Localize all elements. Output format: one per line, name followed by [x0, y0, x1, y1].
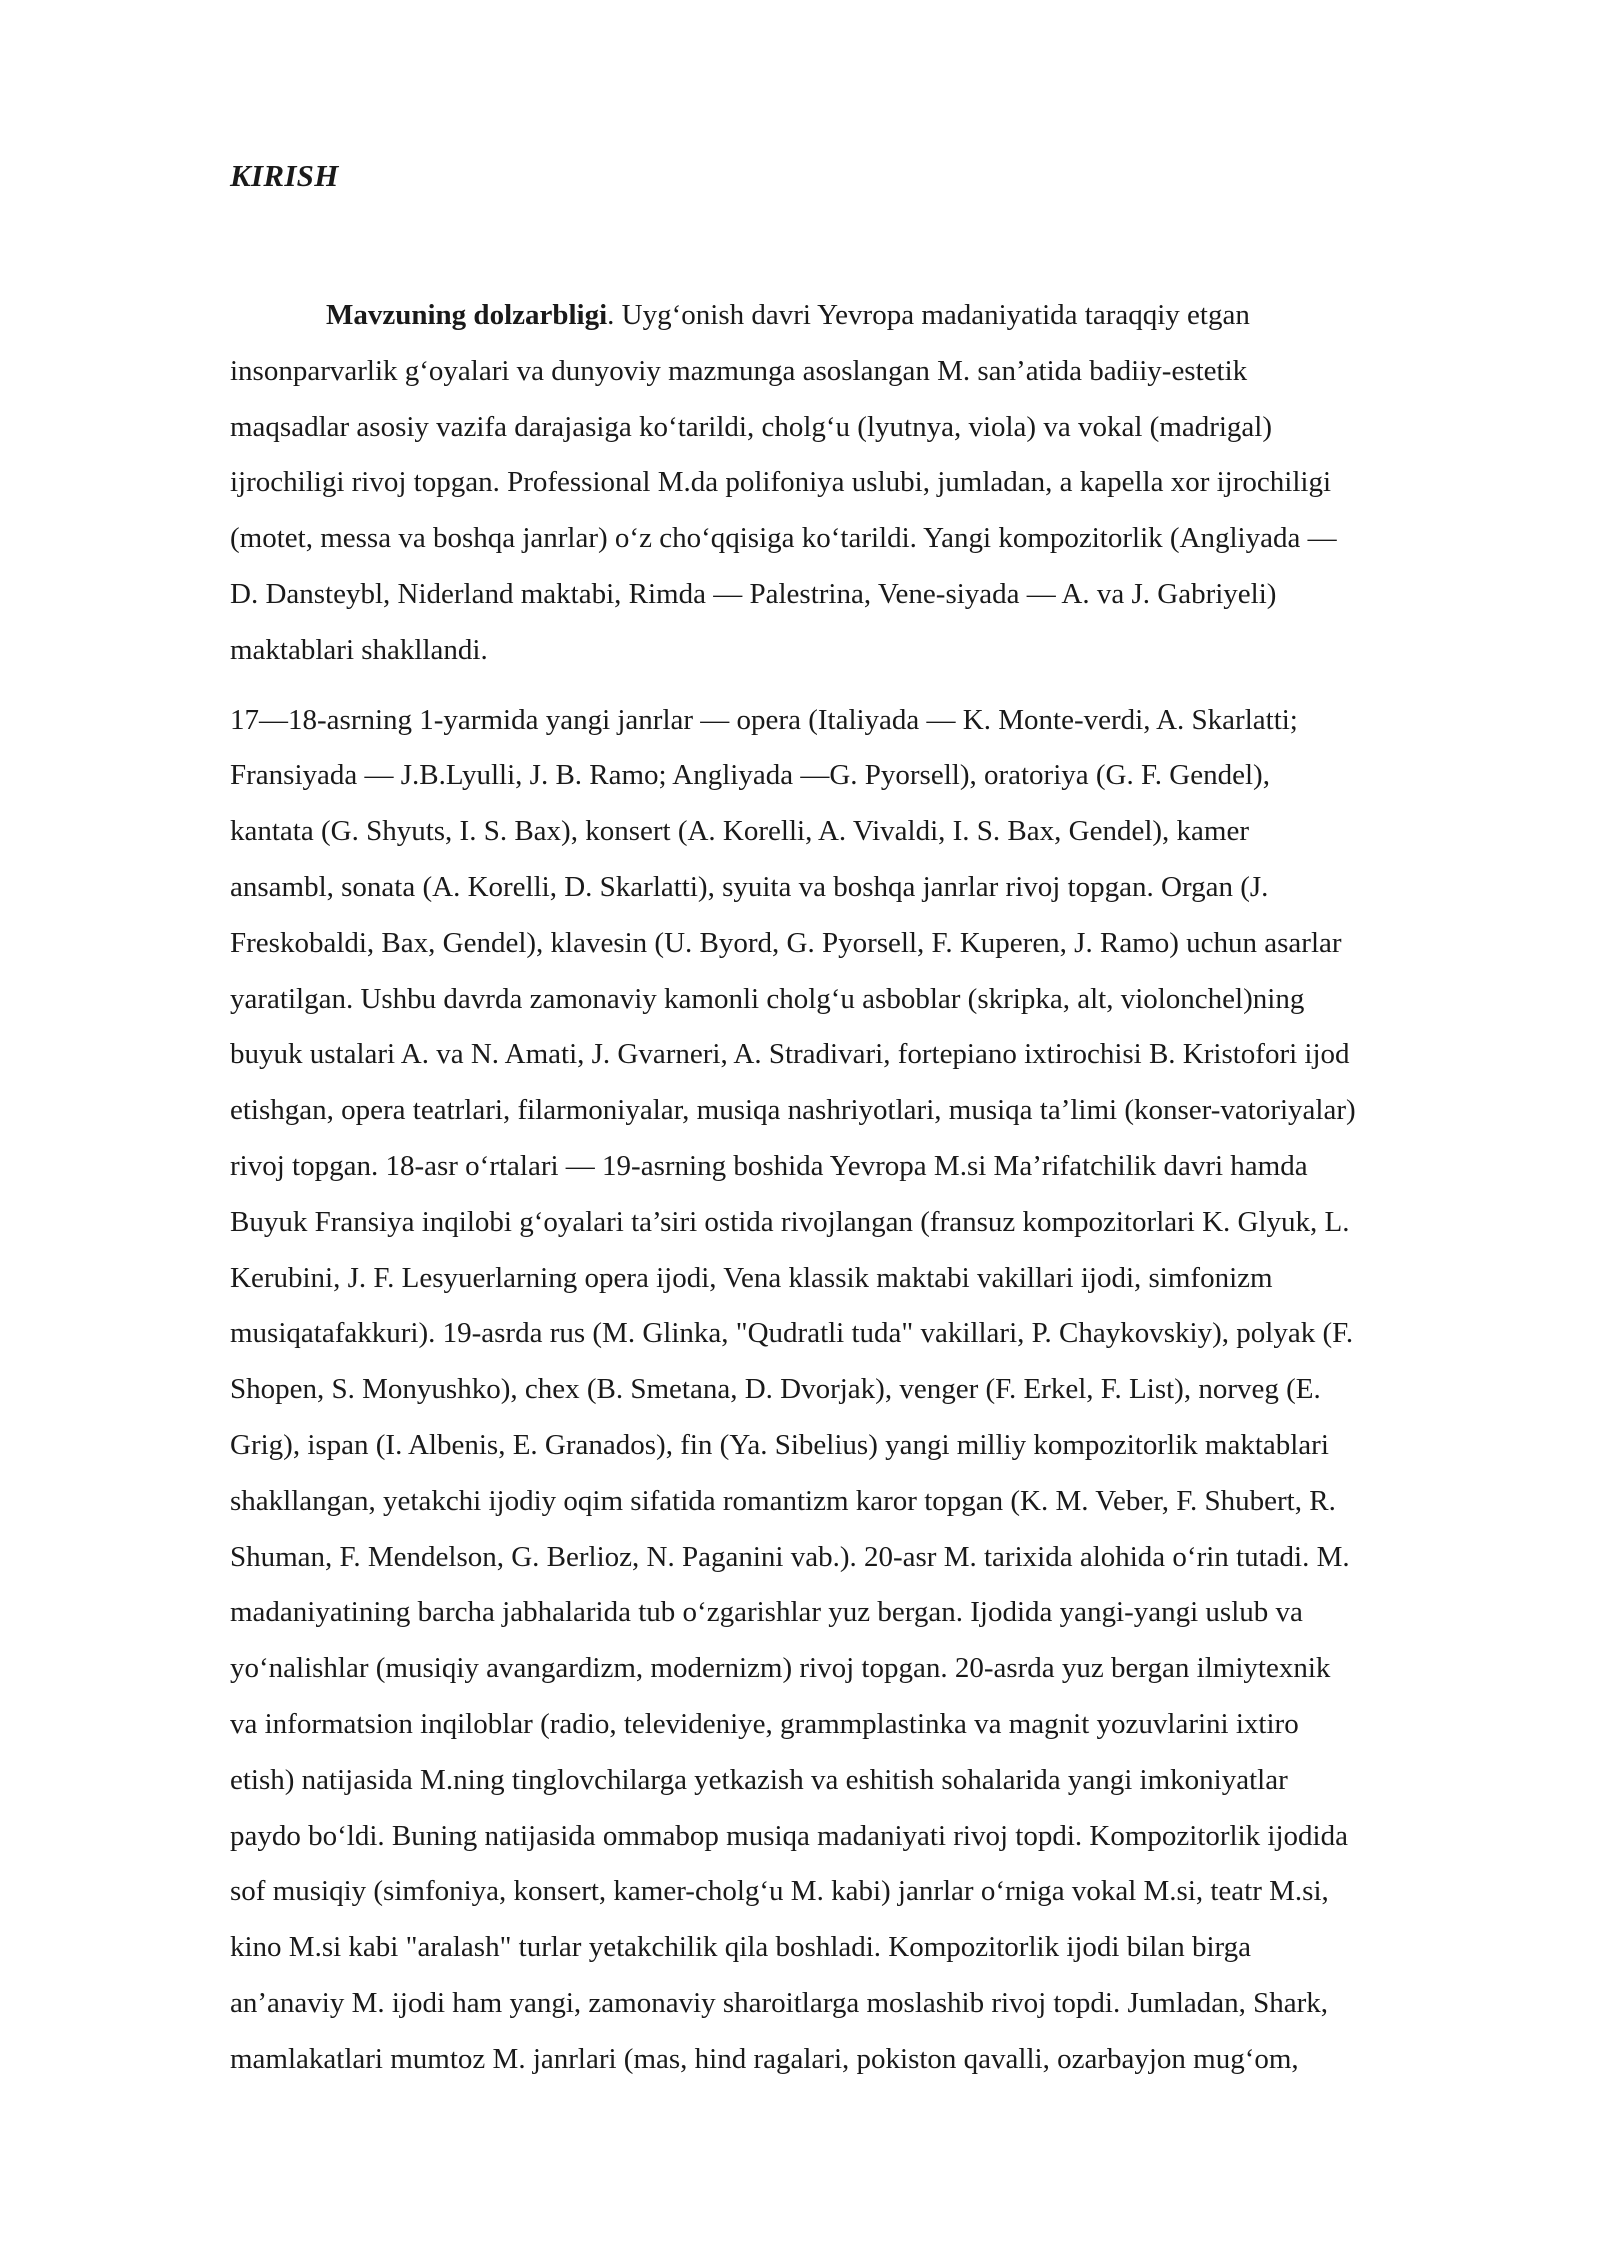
paragraph-line: Shopen, S. Monyushko), chex (B. Smetana, D. Dvorjak), venger (F. Erkel, F. List), norveg (E.	[230, 1373, 1321, 1406]
relevance-lead: Mavzuning dolzarbligi	[326, 299, 608, 331]
paragraph-line: Freskobaldi, Bax, Gendel), klavesin (U. Byord, G. Pyorsell, F. Kuperen, J. Ramo) uchun asarlar	[230, 926, 1342, 959]
paragraph-relevance	[230, 288, 1530, 679]
document-body	[230, 288, 1530, 2088]
paragraph-line: maktablari shakllandi.	[230, 633, 488, 666]
relevance-first-line-text: . Uyg‘onish davri Yevropa madaniyatida taraqqiy etgan	[607, 299, 1250, 331]
paragraph-line: va informatsion inqiloblar (radio, televideniye, grammplastinka va magnit yozuvlarini ixtiro	[230, 1707, 1299, 1740]
paragraph-line: kino M.si kabi "aralash" turlar yetakchilik qila boshladi. Kompozitorlik ijodi bilan birga	[230, 1931, 1252, 1964]
paragraph-spacer	[230, 679, 1530, 693]
paragraph-line: Fransiyada — J.B.Lyulli, J. B. Ramo; Angliyada —G. Pyorsell), oratoriya (G. F. Gendel),	[230, 759, 1270, 792]
paragraph-line: insonparvarlik g‘oyalari va dunyoviy mazmunga asoslangan M. san’atida badiiy-estetik	[230, 354, 1248, 387]
paragraph-line: Grig), ispan (I. Albenis, E. Granados), fin (Ya. Sibelius) yangi milliy kompozitorlik maktablari	[230, 1428, 1329, 1461]
paragraph-line: 17—18-asrning 1-yarmida yangi janrlar — opera (Italiyada — K. Monte-verdi, A. Skarlatti;	[230, 703, 1298, 736]
page-title: KIRISH	[230, 158, 339, 193]
paragraph-line: (motet, messa va boshqa janrlar) o‘z cho‘qqisiga ko‘tarildi. Yangi kompozitorlik (Angliyada —	[230, 522, 1337, 555]
paragraph-line: mamlakatlari mumtoz M. janrlari (mas, hind ragalari, pokiston qavalli, ozarbayjon mug‘om,	[230, 2042, 1299, 2075]
paragraph-line: etishgan, opera teatrlari, filarmoniyalar, musiqa nashriyotlari, musiqa ta’limi (konser-vatoriyalar)	[230, 1094, 1356, 1127]
paragraph-line: shakllangan, yetakchi ijodiy oqim sifatida romantizm karor topgan (K. M. Veber, F. Shubert, R.	[230, 1484, 1336, 1517]
paragraph-line: Kerubini, J. F. Lesyuerlarning opera ijodi, Vena klassik maktabi vakillari ijodi, simfonizm	[230, 1261, 1273, 1294]
paragraph-line: Shuman, F. Mendelson, G. Berlioz, N. Paganini vab.). 20-asr M. tarixida alohida o‘rin tutadi. M.	[230, 1540, 1350, 1573]
paragraph-line: ansambl, sonata (A. Korelli, D. Skarlatti), syuita va boshqa janrlar rivoj topgan. Organ (J.	[230, 870, 1269, 903]
paragraph-history	[230, 693, 1530, 2088]
paragraph-line: ijrochiligi rivoj topgan. Professional M.da polifoniya uslubi, jumladan, a kapella xor ijrochiligi	[230, 466, 1331, 499]
paragraph-line: musiqatafakkuri). 19-asrda rus (M. Glinka, "Qudratli tuda" vakillari, P. Chaykovskiy), polyak (F.	[230, 1317, 1354, 1350]
paragraph-line: yaratilgan. Ushbu davrda zamonaviy kamonli cholg‘u asboblar (skripka, alt, violonchel)ning	[230, 982, 1305, 1015]
paragraph-line: kantata (G. Shyuts, I. S. Bax), konsert (A. Korelli, A. Vivaldi, I. S. Bax, Gendel), kamer	[230, 815, 1249, 848]
paragraph-line: buyuk ustalari A. va N. Amati, J. Gvarneri, A. Stradivari, fortepiano ixtirochisi B. Kristofori ijod	[230, 1038, 1350, 1071]
paragraph-line: etish) natijasida M.ning tinglovchilarga yetkazish va eshitish sohalarida yangi imkoniyatlar	[230, 1763, 1288, 1796]
paragraph-line: an’anaviy M. ijodi ham yangi, zamonaviy sharoitlarga moslashib rivoj topdi. Jumladan, Shark,	[230, 1986, 1329, 2019]
paragraph-line: sof musiqiy (simfoniya, konsert, kamer-cholg‘u M. kabi) janrlar o‘rniga vokal M.si, teatr M.si,	[230, 1875, 1329, 1908]
paragraph-line: paydo bo‘ldi. Buning natijasida ommabop musiqa madaniyati rivoj topdi. Kompozitorlik ijodida	[230, 1819, 1348, 1852]
paragraph-line	[230, 288, 1530, 344]
paragraph-line: Buyuk Fransiya inqilobi g‘oyalari ta’siri ostida rivojlangan (fransuz kompozitorlari K. Glyuk, L.	[230, 1205, 1350, 1238]
paragraph-line: maqsadlar asosiy vazifa darajasiga ko‘tarildi, cholg‘u (lyutnya, viola) va vokal (madrigal)	[230, 410, 1273, 443]
paragraph-line: madaniyatining barcha jabhalarida tub o‘zgarishlar yuz bergan. Ijodida yangi-yangi uslub va	[230, 1596, 1303, 1629]
paragraph-line: rivoj topgan. 18-asr o‘rtalari — 19-asrning boshida Yevropa M.si Ma’rifatchilik davri hamda	[230, 1149, 1308, 1182]
paragraph-line: yo‘nalishlar (musiqiy avangardizm, modernizm) rivoj topgan. 20-asrda yuz bergan ilmiytexnik	[230, 1652, 1331, 1685]
paragraph-line: D. Dansteybl, Niderland maktabi, Rimda — Palestrina, Vene-siyada — A. va J. Gabriyeli)	[230, 577, 1277, 610]
